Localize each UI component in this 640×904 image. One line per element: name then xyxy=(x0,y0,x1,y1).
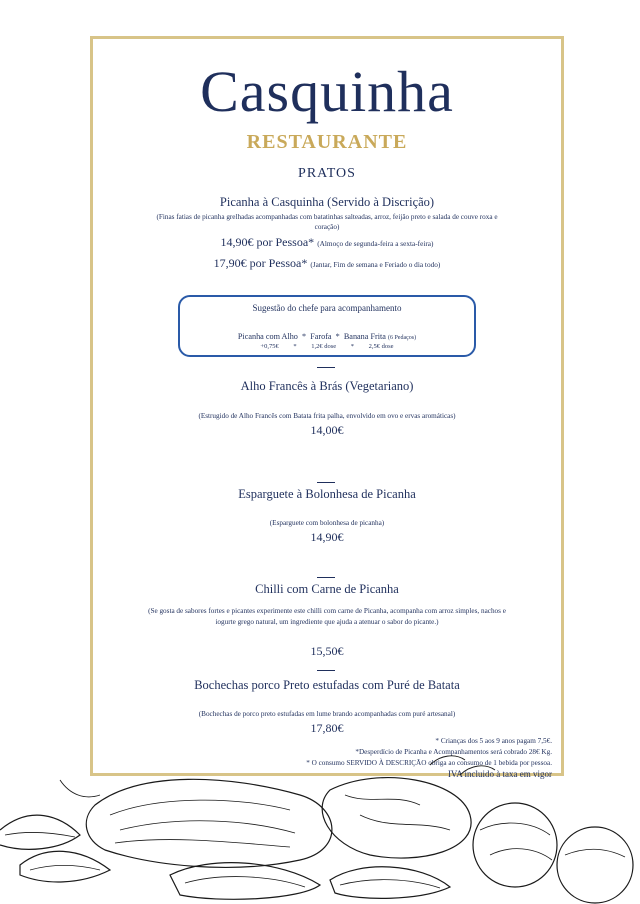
separator: * xyxy=(293,343,297,350)
price-lunch-value: 14,90€ por Pessoa* xyxy=(220,235,315,249)
dish-picanha-name: Picanha à Casquinha (Servido à Discrição) xyxy=(219,195,435,209)
dish-esparguete-desc: (Esparguete com bolonhesa de picanha) xyxy=(269,519,385,527)
section-title: PRATOS xyxy=(298,166,356,181)
chef-suggestion-prices xyxy=(180,343,474,350)
dish-esparguete-name: Esparguete à Bolonhesa de Picanha xyxy=(238,487,416,501)
price-lunch-note: (Almoço de segunda-feira a sexta-feira) xyxy=(317,239,434,248)
restaurant-type: RESTAURANTE xyxy=(246,131,408,153)
chef-suggestion-items xyxy=(180,332,474,341)
dish-chilli-name: Chilli com Carne de Picanha xyxy=(255,582,399,596)
divider xyxy=(317,670,335,671)
divider xyxy=(317,367,335,368)
chef-suggestion-box xyxy=(178,295,476,357)
chef-price-alho: +0,75€ xyxy=(260,343,279,350)
dish-picanha-price-lunch xyxy=(90,235,564,250)
chef-item-farofa: Farofa xyxy=(310,332,332,341)
dish-picanha-desc-line1: (Finas fatias de picanha grelhadas acompanhadas com batatinhas salteadas, arroz, feijão preto e salada de couve roxa e xyxy=(156,213,498,221)
vegetable-sketch-illustration xyxy=(0,735,640,904)
dish-esparguete-price: 14,90€ xyxy=(310,530,344,544)
price-dinner-note: (Jantar, Fim de semana e Feriado o dia todo) xyxy=(310,260,441,269)
dish-alho-desc: (Estrugido de Alho Francês com Batata frita palha, envolvido em ovo e ervas aromáticas) xyxy=(198,412,456,420)
dish-bochechas-name: Bochechas porco Preto estufadas com Puré de Batata xyxy=(194,678,460,692)
divider xyxy=(317,482,335,483)
divider xyxy=(317,577,335,578)
dish-alho-name: Alho Francês à Brás (Vegetariano) xyxy=(240,379,414,393)
chef-item-alho: Picanha com Alho xyxy=(237,332,298,341)
chef-price-farofa: 1,2€ dose xyxy=(311,343,337,350)
dish-picanha-price-dinner xyxy=(90,256,564,271)
dish-chilli-desc-line2: iogurte grego natural, um ingrediente que ajuda a atenuar o sabor do picante.) xyxy=(215,618,439,626)
footer-consumo-note: * O consumo SERVIDO À DESCRIÇÃO obriga ao consumo de 1 bebida por pessoa. xyxy=(306,759,552,767)
dish-alho-price: 14,00€ xyxy=(310,423,344,437)
footer-kids-note: * Crianças dos 5 aos 9 anos pagam 7,5€. xyxy=(435,737,552,745)
separator: * xyxy=(335,332,340,341)
chef-suggestion-title: Sugestão do chefe para acompanhamento xyxy=(252,303,402,313)
price-dinner-value: 17,90€ por Pessoa* xyxy=(213,256,308,270)
dish-chilli-price: 15,50€ xyxy=(310,644,344,658)
dish-chilli-desc-line1: (Se gosta de sabores fortes e picantes experimente este chilli com carne de Picanha, acompanha com arroz simples, nachos e xyxy=(148,607,506,615)
separator: * xyxy=(302,332,307,341)
dish-bochechas-desc: (Bochechas de porco preto estufadas em lume brando acompanhadas com puré artesanal) xyxy=(198,710,456,718)
restaurant-name: Casquinha xyxy=(200,59,454,124)
footer-waste-note: *Desperdício de Picanha e Acompanhamentos será cobrado 28€ Kg. xyxy=(355,748,552,756)
footer-iva-note: IVA incluido à taxa em vigor xyxy=(447,769,552,779)
dish-picanha-desc-line2: coração) xyxy=(314,223,340,231)
chef-item-banana: Banana Frita xyxy=(343,332,386,341)
dish-bochechas-price: 17,80€ xyxy=(310,721,344,735)
chef-price-banana: 2,5€ dose xyxy=(368,343,394,350)
chef-item-banana-note: (6 Pedaços) xyxy=(387,335,417,341)
separator: * xyxy=(350,343,355,350)
